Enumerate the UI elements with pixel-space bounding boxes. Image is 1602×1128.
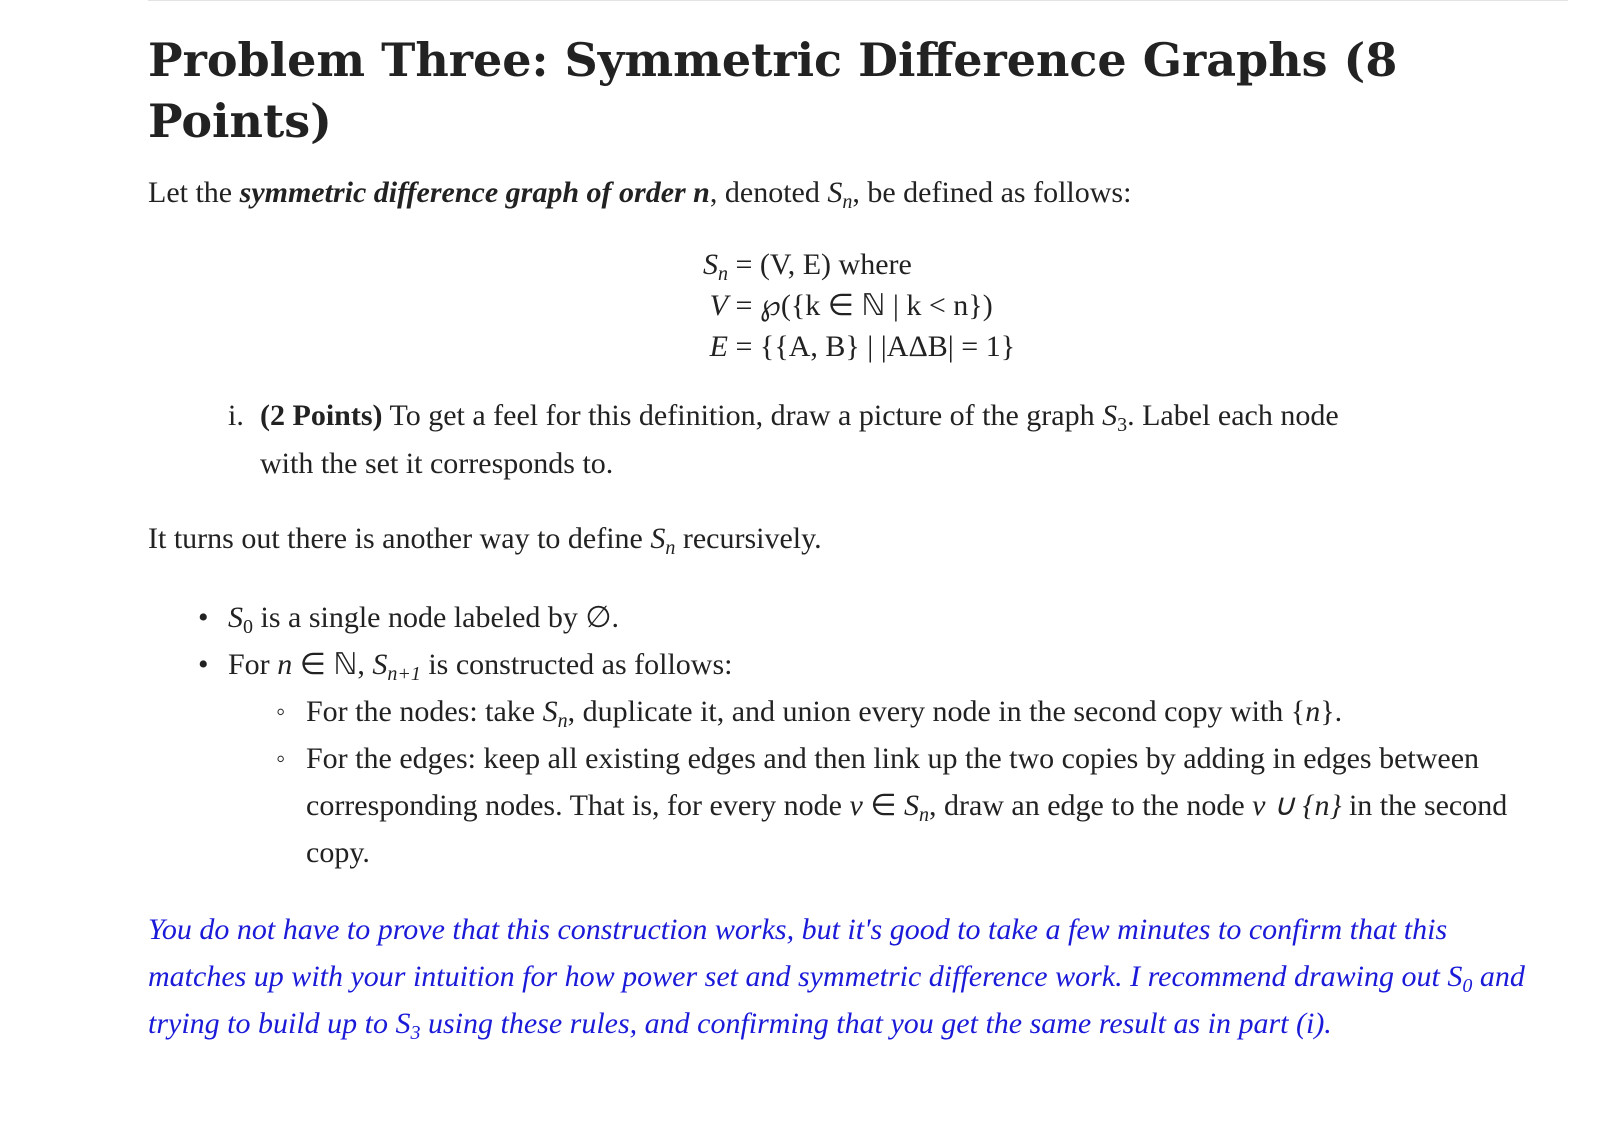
instructor-note: [148, 906, 1548, 1047]
intro-prefix: Let the: [148, 176, 240, 209]
rule-symbol-sub: 0: [243, 616, 253, 638]
rule-text: , duplicate it, and union every node in the second copy with {: [567, 695, 1306, 728]
list-item: [198, 594, 1568, 641]
part-points: (2 Points): [260, 399, 383, 432]
definition-rhs: = (V, E) where: [728, 248, 912, 281]
rule-text: }.: [1320, 695, 1343, 728]
top-divider: [148, 0, 1568, 1]
rule-var: n: [1305, 695, 1321, 728]
definition-lhs: V: [709, 289, 728, 322]
rule-symbol-sub: n+1: [387, 663, 421, 685]
recursive-intro: [148, 518, 822, 560]
definition-lhs: S: [703, 248, 718, 281]
recursive-text: It turns out there is another way to define: [148, 522, 651, 555]
sub-list-item: [276, 735, 1568, 876]
rule-text: is a single node labeled by ∅.: [253, 601, 620, 634]
rule-text: is constructed as follows:: [420, 648, 733, 681]
note-symbol-sub: 3: [410, 1022, 421, 1044]
problem-title: Problem Three: Symmetric Difference Graphs (8 Points): [148, 33, 1398, 148]
rule-symbol-sub: n: [918, 804, 929, 826]
definition-rhs: = ℘({k ∈ ℕ | k < n}): [728, 289, 993, 322]
definition-lhs: E: [709, 330, 728, 363]
rule-expression: v ∪ {n}: [1252, 789, 1342, 822]
definition-row-v: [666, 285, 1015, 326]
list-item: [198, 641, 1568, 876]
part-text-continued: with the set it corresponds to.: [260, 447, 614, 480]
recursive-symbol-sub: n: [665, 537, 676, 559]
rule-text: , draw an edge to the node: [928, 789, 1253, 822]
rule-symbol: S: [903, 789, 919, 822]
intro-symbol-sub: n: [842, 191, 853, 213]
note-symbol: S: [1447, 960, 1463, 993]
note-text: and trying to build up to: [148, 960, 1525, 1040]
definition-lhs-sub: n: [718, 263, 728, 285]
part-number: i.: [228, 399, 244, 432]
rule-symbol: S: [372, 648, 388, 681]
note-text: You do not have to prove that this construction works, but it's good to take a few minutes to confirm that this matches up with your intuition for how power set and symmetric difference work. I recommend drawing out: [148, 913, 1448, 993]
rules-list: [198, 594, 1568, 876]
rule-text: For the nodes: take: [306, 695, 543, 728]
recursive-symbol: S: [650, 522, 666, 555]
note-symbol-sub: 0: [1462, 975, 1473, 997]
rule-text: For the edges: keep all existing edges and then link up the two copies by adding in edges between corresponding nodes. That is, for every node: [306, 742, 1480, 822]
rule-symbol-sub: n: [557, 710, 568, 732]
part-symbol: S: [1102, 399, 1118, 432]
rule-text: in the second copy.: [306, 789, 1508, 869]
definition-block: [666, 244, 1015, 367]
intro-symbol: S: [827, 176, 843, 209]
intro-middle: , denoted: [709, 176, 828, 209]
rule-var: v: [849, 789, 863, 822]
defined-term: symmetric difference graph of order n: [239, 176, 710, 209]
rule-var: n: [277, 648, 293, 681]
part-text: To get a feel for this definition, draw a picture of the graph: [382, 399, 1103, 432]
note-text: using these rules, and confirming that you get the same result as in part (i).: [420, 1007, 1332, 1040]
part-symbol-sub: 3: [1117, 414, 1128, 436]
rule-symbol: S: [542, 695, 558, 728]
definition-rhs: = {{A, B} | |AΔB| = 1}: [728, 330, 1016, 363]
part-i: [228, 392, 1568, 488]
definition-row-sn: [666, 244, 1015, 285]
note-symbol: S: [395, 1007, 411, 1040]
rule-text: ∈: [862, 789, 904, 822]
intro-paragraph: [148, 172, 1528, 214]
part-text: . Label each node: [1127, 399, 1339, 432]
rule-text: ∈ ℕ,: [292, 648, 373, 681]
sub-list-item: [276, 688, 1568, 735]
definition-row-e: [666, 326, 1015, 367]
sub-rules-list: [228, 688, 1568, 876]
rule-text: For: [228, 648, 278, 681]
rule-symbol: S: [228, 601, 243, 634]
intro-suffix: , be defined as follows:: [852, 176, 1132, 209]
recursive-text: recursively.: [675, 522, 822, 555]
